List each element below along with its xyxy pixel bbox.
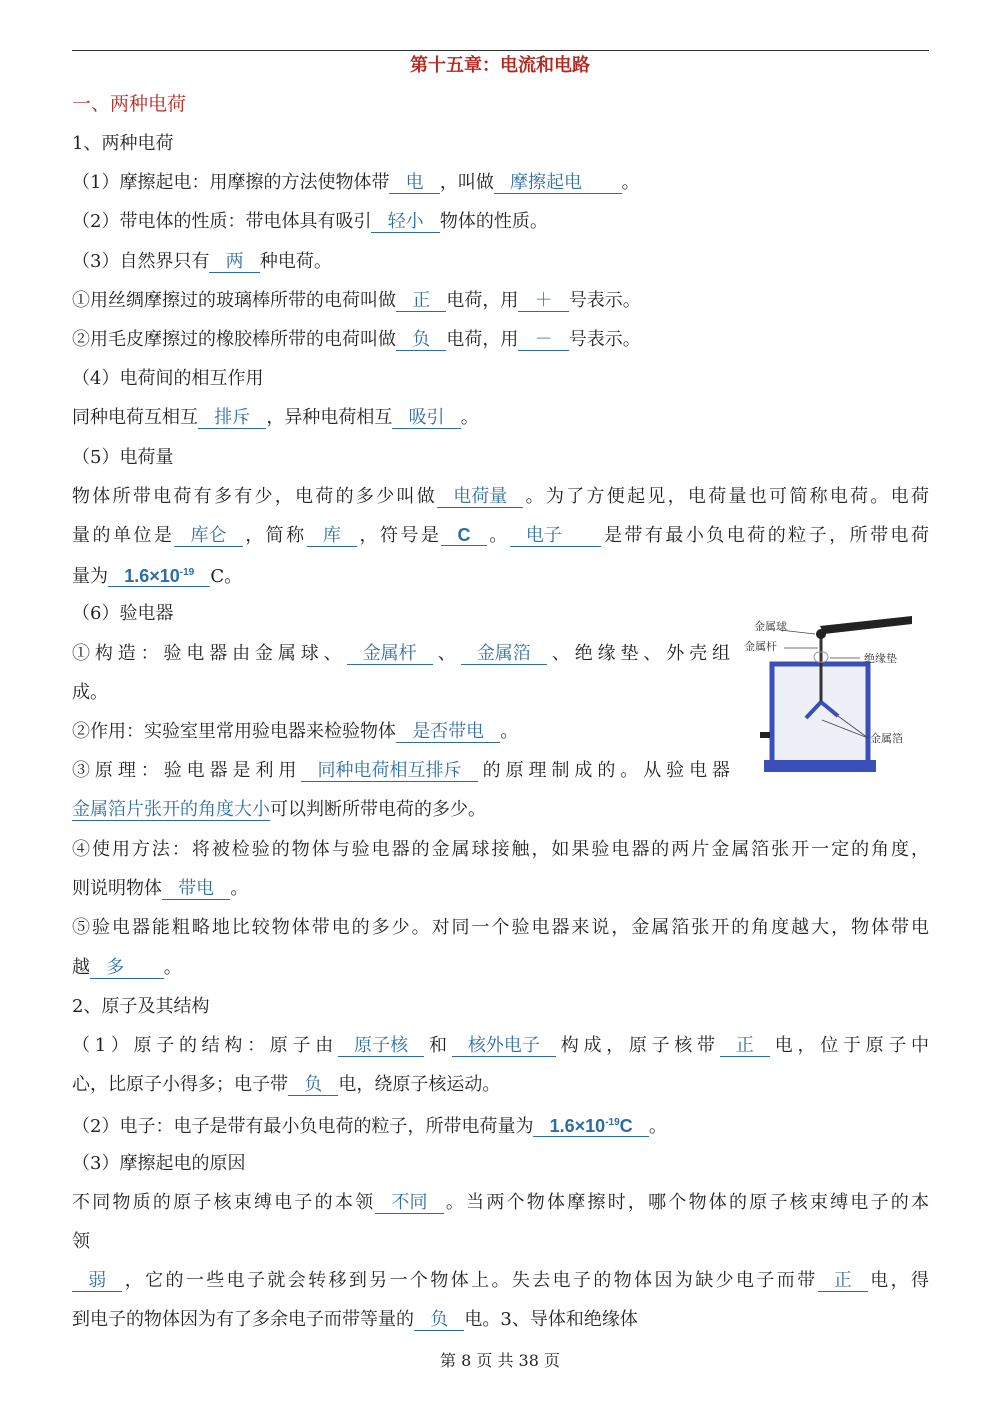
text-segment: 。 <box>648 1116 667 1137</box>
text-segment: 。 <box>163 957 182 978</box>
text-line <box>72 1073 500 1097</box>
electroscope-figure <box>740 612 940 777</box>
text-line <box>72 328 641 352</box>
text-line <box>72 1191 929 1215</box>
label-metal-rod: 金属杆 <box>744 640 777 653</box>
text-segment: 可以判断所带电荷的多少。 <box>270 799 486 820</box>
answer-text: 带电 <box>178 878 215 899</box>
text-segment: 的原理制成的。从验电器 <box>477 760 731 781</box>
label-insulating-pad: 绝缘垫 <box>864 652 897 665</box>
text-segment: 构成，原子核带 <box>556 1035 720 1056</box>
text-segment: 。 <box>230 878 249 899</box>
answer-text: 同种电荷相互排斥 <box>317 760 462 781</box>
answer-blank <box>108 563 210 587</box>
answer-exponent: -19 <box>605 1117 620 1128</box>
text-segment: C。 <box>210 566 243 587</box>
text-segment: 不同物质的原子核束缚电子的本领 <box>72 1192 376 1213</box>
text-segment: 电荷，用 <box>446 290 519 311</box>
text-line <box>72 563 242 589</box>
answer-blank <box>392 408 460 429</box>
text-line <box>72 759 730 783</box>
section-heading <box>72 92 186 116</box>
text-segment: 电。3、导体和绝缘体 <box>464 1309 638 1330</box>
answer-blank <box>347 644 433 665</box>
answer-blank <box>510 526 602 547</box>
text-segment: 、 <box>432 643 461 664</box>
text-segment: 电，位于原子中 <box>770 1035 930 1056</box>
electroscope-base <box>764 760 876 772</box>
answer-text: 库仑 <box>190 525 227 546</box>
answer-text: 负 <box>412 329 431 350</box>
text-segment: （6）验电器 <box>72 603 174 624</box>
text-line <box>72 289 641 313</box>
text-segment: 领 <box>72 1231 90 1252</box>
text-segment: （4）电荷间的相互作用 <box>72 368 264 389</box>
text-segment: 心，比原子小得多；电子带 <box>72 1074 288 1095</box>
text-segment: 量的单位是 <box>72 525 175 546</box>
text-segment: 号表示。 <box>568 290 641 311</box>
answer-text: 库 <box>322 525 341 546</box>
text-segment: ②用毛皮摩擦过的橡胶棒所带的电荷叫做 <box>72 329 396 350</box>
text-line <box>72 446 173 470</box>
answer-text: 1.6×10 <box>124 566 180 586</box>
text-segment: 1、两种电荷 <box>72 133 174 154</box>
answer-blank <box>375 1193 443 1214</box>
answer-blank <box>389 173 439 194</box>
text-segment: 、绝缘垫、外壳组 <box>547 643 730 664</box>
text-line <box>72 524 929 548</box>
text-line <box>72 1034 929 1058</box>
text-line <box>72 602 173 626</box>
text-segment: ，异种电荷相互 <box>266 407 393 428</box>
charging-rod <box>820 616 912 634</box>
text-segment: 种电荷。 <box>259 251 332 272</box>
answer-text: 1.6×10 <box>549 1116 606 1136</box>
answer-blank <box>437 487 523 508</box>
text-line <box>72 406 479 430</box>
answer-text: 正 <box>735 1035 754 1056</box>
text-line <box>72 1113 667 1139</box>
answer-blank <box>307 526 357 547</box>
answer-text: 摩擦起电 <box>510 172 583 193</box>
text-segment: （2）带电体的性质：带电体具有吸引 <box>72 211 372 232</box>
answer-unit: C <box>619 1116 633 1136</box>
answer-blank <box>209 252 259 273</box>
text-line <box>72 132 173 156</box>
text-segment: ③原理：验电器是利用 <box>72 760 302 781</box>
page-footer: 第 8 页 共 38 页 <box>440 1351 560 1370</box>
text-segment: ，符号是 <box>357 525 442 546</box>
answer-text: ＋ <box>534 290 553 311</box>
answer-text: 金属箔片张开的角度大小 <box>72 799 270 820</box>
text-segment: ，简称 <box>242 525 307 546</box>
answer-text: C <box>457 525 471 545</box>
text-segment: 。 <box>621 172 640 193</box>
answer-text: 不同 <box>391 1192 428 1213</box>
answer-text: 原子核 <box>354 1035 409 1056</box>
text-line <box>72 210 548 234</box>
chapter-title: 第十五章：电流和电路 <box>410 55 590 76</box>
answer-text: 正 <box>412 290 431 311</box>
text-line <box>72 995 209 1019</box>
answer-text: 轻小 <box>387 211 424 232</box>
answer-text: 排斥 <box>214 407 251 428</box>
text-segment: ④使用方法：将被检验的物体与验电器的金属球接触，如果验电器的两片金属箔张开一定的角度， <box>72 839 929 860</box>
text-line <box>72 1152 245 1176</box>
answer-blank <box>162 879 230 900</box>
text-segment: 是带有最小负电荷的粒子，所带电荷 <box>601 525 930 546</box>
label-metal-foil: 金属箔 <box>870 732 903 745</box>
text-segment: 物体的性质。 <box>439 211 548 232</box>
text-segment: 。 <box>460 407 479 428</box>
answer-blank <box>494 173 622 194</box>
text-segment: 2、原子及其结构 <box>72 996 210 1017</box>
text-segment: 到电子的物体因为有了多余电子而带等量的 <box>72 1309 414 1330</box>
text-line <box>72 877 248 901</box>
text-segment: 。为了方便起见，电荷量也可简称电荷。电荷 <box>523 486 929 507</box>
text-segment: （3）自然界只有 <box>72 251 210 272</box>
answer-text: 负 <box>430 1309 449 1330</box>
answer-blank <box>72 800 270 821</box>
text-segment: （3）摩擦起电的原因 <box>72 1153 246 1174</box>
text-line <box>72 720 518 744</box>
answer-blank <box>371 212 439 233</box>
answer-exponent: -19 <box>179 567 195 578</box>
text-segment: 。当两个物体摩擦时，哪个物体的原子核束缚电子的本 <box>443 1192 930 1213</box>
answer-blank <box>396 330 446 351</box>
text-segment: 号表示。 <box>568 329 641 350</box>
text-line <box>72 367 263 391</box>
answer-text: 核外电子 <box>467 1035 540 1056</box>
answer-blank <box>288 1075 338 1096</box>
answer-text: 多 <box>106 957 125 978</box>
answer-blank <box>396 291 446 312</box>
answer-text: 两 <box>225 251 244 272</box>
text-segment: 量为 <box>72 566 108 587</box>
text-segment: 成。 <box>72 682 108 703</box>
answer-blank <box>452 1036 556 1057</box>
text-segment: 越 <box>72 957 90 978</box>
label-metal-ball: 金属球 <box>754 620 787 633</box>
text-line <box>72 838 929 862</box>
text-line <box>72 681 108 705</box>
text-segment: （5）电荷量 <box>72 447 174 468</box>
text-segment: （2）电子：电子是带有最小负电荷的粒子，所带电荷量为 <box>72 1116 534 1137</box>
text-line <box>72 956 182 980</box>
text-segment: ①构造：验电器由金属球、 <box>72 643 347 664</box>
answer-text: － <box>534 329 553 350</box>
text-line <box>72 250 332 274</box>
text-line <box>72 1269 929 1293</box>
text-line <box>72 171 640 195</box>
answer-blank <box>818 1271 868 1292</box>
text-segment: （1）摩擦起电：用摩擦的方法使物体带 <box>72 172 390 193</box>
answer-text: 电子 <box>525 525 562 546</box>
answer-text: 是否带电 <box>412 721 485 742</box>
text-segment: 电，得 <box>867 1270 929 1291</box>
text-line <box>72 798 486 822</box>
text-segment: ①用丝绸摩擦过的玻璃棒所带的电荷叫做 <box>72 290 396 311</box>
text-segment: 电荷，用 <box>446 329 519 350</box>
text-segment: ，它的一些电子就会转移到另一个物体上。失去电子的物体因为缺少电子而带 <box>122 1270 818 1291</box>
answer-blank <box>720 1036 770 1057</box>
text-line <box>72 485 929 509</box>
text-segment: 和 <box>424 1035 452 1056</box>
answer-text: 弱 <box>88 1270 107 1291</box>
answer-blank <box>72 1271 122 1292</box>
text-line <box>72 1230 90 1254</box>
answer-blank <box>301 761 477 782</box>
answer-text: 电荷量 <box>453 486 508 507</box>
text-segment: 则说明物体 <box>72 878 162 899</box>
text-line <box>72 642 730 666</box>
answer-blank <box>338 1036 424 1057</box>
answer-text: 电 <box>405 172 424 193</box>
answer-text: 吸引 <box>408 407 445 428</box>
answer-text: 负 <box>304 1074 323 1095</box>
text-segment: （1）原子的结构：原子由 <box>72 1035 338 1056</box>
answer-blank <box>518 330 568 351</box>
text-segment: 同种电荷互相互 <box>72 407 198 428</box>
text-segment: 物体所带电荷有多有少，电荷的多少叫做 <box>72 486 438 507</box>
answer-blank <box>533 1113 648 1137</box>
text-segment: 电，绕原子核运动。 <box>338 1074 501 1095</box>
text-segment: ⑤验电器能粗略地比较物体带电的多少。对同一个验电器来说，金属箔张开的角度越大，物体带电 <box>72 917 929 938</box>
answer-blank <box>518 291 568 312</box>
answer-blank <box>396 722 500 743</box>
text-line <box>72 1308 638 1332</box>
electroscope-knob <box>760 732 770 738</box>
text-segment: 。 <box>500 721 519 742</box>
text-segment: ②作用：实验室里常用验电器来检验物体 <box>72 721 396 742</box>
text-segment: 一、两种电荷 <box>72 93 187 115</box>
header-rule <box>72 50 929 51</box>
answer-text: 金属箔 <box>476 643 531 664</box>
text-segment: 。 <box>486 525 510 546</box>
answer-blank <box>198 408 266 429</box>
text-line <box>72 916 929 940</box>
answer-blank <box>461 644 547 665</box>
answer-text: 金属杆 <box>362 643 417 664</box>
answer-blank <box>441 525 486 546</box>
answer-blank <box>414 1310 464 1331</box>
answer-text: 正 <box>833 1270 852 1291</box>
answer-blank <box>90 958 164 979</box>
text-segment: ，叫做 <box>439 172 494 193</box>
answer-blank <box>174 526 242 547</box>
